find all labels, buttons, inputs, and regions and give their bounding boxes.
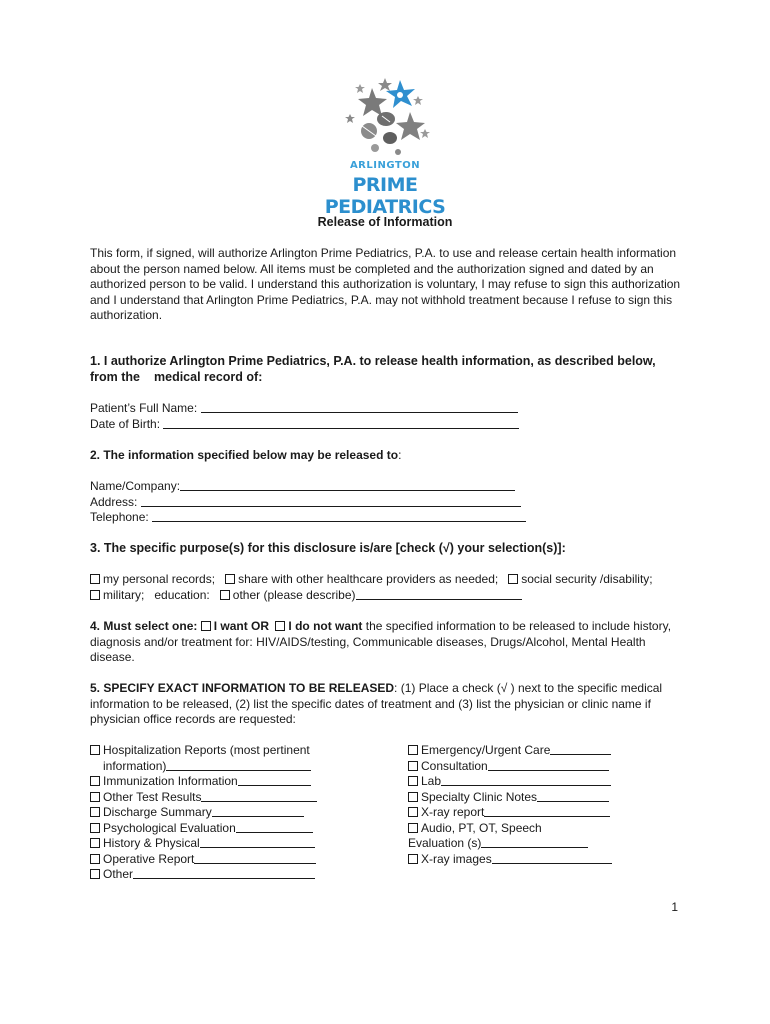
company-label: Name/Company: [90, 479, 181, 493]
checkbox-share-providers[interactable] [225, 574, 235, 584]
address-field[interactable] [141, 495, 521, 507]
patient-info [90, 401, 685, 432]
xray-report-field[interactable] [484, 805, 610, 817]
checkbox-hospitalization[interactable] [90, 745, 100, 755]
checkbox-immunization[interactable] [90, 776, 100, 786]
checkbox-specialty-clinic-notes[interactable] [408, 792, 418, 802]
checkbox-emergency-care[interactable] [408, 745, 418, 755]
xray-images-field[interactable] [492, 852, 612, 864]
immunization-field[interactable] [238, 774, 311, 786]
company-field[interactable] [180, 479, 515, 491]
history-physical-field[interactable] [200, 836, 315, 848]
purpose-options: my personal records; share with other healthcare providers as needed; social security /disability; military; education: other (please describe) [90, 572, 685, 603]
checkbox-xray-images[interactable] [408, 854, 418, 864]
logo-text-prime-pediatrics: PRIME PEDIATRICS [324, 174, 446, 218]
intro-paragraph: This form, if signed, will authorize Arlington Prime Pediatrics, P.A. to use and release certain health information about the person named below. All items must be completed and the authorization signed and dated by an authorized person to be valid. I understand this authorization is voluntary, I may refuse to sign this authorization and I understand that Arlington Prime Pediatrics, P.A. may not withhold treatment because I refuse to sign this authorization. [90, 246, 681, 322]
lab-field[interactable] [441, 774, 611, 786]
patient-name-label: Patient’s Full Name: [90, 401, 201, 415]
section-2-heading: 2. The information specified below may be released to: [90, 448, 402, 462]
section-4: 4. Must select one: I want OR I do not want the specified information to be released to include history, diagnosis and/or treatment for: HIV/AIDS/testing, Communicable diseases, Drugs/Alcohol, Mental Health disease. [90, 619, 672, 664]
checkbox-discharge-summary[interactable] [90, 807, 100, 817]
checkbox-social-security[interactable] [508, 574, 518, 584]
page-number: 1 [671, 900, 678, 914]
records-left-column: Hospitalization Reports (most pertinent information) Immunization Information Other Test Results Discharge Summary Psychological Evaluation History & Physical Operative Report Other [90, 743, 317, 883]
patient-name-field[interactable] [201, 401, 518, 413]
discharge-summary-field[interactable] [212, 805, 304, 817]
checkbox-consultation[interactable] [408, 761, 418, 771]
checkbox-i-want[interactable] [201, 621, 211, 631]
dob-field[interactable] [163, 417, 519, 429]
section-3-heading: 3. The specific purpose(s) for this disclosure is/are [check (√) your selection(s)]: [90, 541, 566, 555]
checkbox-other-test-results[interactable] [90, 792, 100, 802]
address-label: Address: [90, 494, 141, 509]
specialty-clinic-notes-field[interactable] [537, 790, 609, 802]
checkbox-other-records[interactable] [90, 869, 100, 879]
starfish-logo-icon [300, 74, 470, 164]
consultation-field[interactable] [488, 759, 609, 771]
checkbox-other[interactable] [220, 590, 230, 600]
document-title: Release of Information [317, 215, 453, 229]
telephone-label: Telephone: [90, 510, 153, 524]
checkbox-history-physical[interactable] [90, 838, 100, 848]
psychological-evaluation-field[interactable] [236, 821, 313, 833]
checkbox-military[interactable] [90, 590, 100, 600]
hospitalization-field[interactable] [166, 759, 311, 771]
dob-label: Date of Birth: [90, 416, 164, 431]
checkbox-audio-pt-ot-speech[interactable] [408, 823, 418, 833]
checkbox-xray-report[interactable] [408, 807, 418, 817]
checkbox-personal-records[interactable] [90, 574, 100, 584]
logo-text-arlington: ARLINGTON [349, 160, 421, 171]
checkbox-i-do-not-want[interactable] [275, 621, 285, 631]
checkbox-lab[interactable] [408, 776, 418, 786]
evaluation-field[interactable] [481, 836, 588, 848]
checkbox-psychological-evaluation[interactable] [90, 823, 100, 833]
operative-report-field[interactable] [194, 852, 316, 864]
emergency-care-field[interactable] [550, 743, 611, 755]
other-test-results-field[interactable] [201, 790, 317, 802]
section-5: 5. SPECIFY EXACT INFORMATION TO BE RELEASED: (1) Place a check (√ ) next to the specific medical information to be released, (2) list the specific dates of treatment and (3) list the physician or clinic name if physician office records are requested: [90, 681, 663, 726]
checkbox-operative-report[interactable] [90, 854, 100, 864]
other-describe-field[interactable] [356, 588, 522, 600]
recipient-info [90, 479, 685, 526]
records-right-column: Emergency/Urgent Care Consultation Lab Specialty Clinic Notes X-ray report Audio, PT, OT, Speech Evaluation (s) X-ray images [408, 743, 612, 867]
telephone-field[interactable] [152, 510, 526, 522]
clinic-logo [300, 74, 470, 218]
section-1-heading: 1. I authorize Arlington Prime Pediatrics, P.A. to release health information, as described below, from the medical record of: [90, 354, 656, 384]
other-records-field[interactable] [133, 867, 315, 879]
